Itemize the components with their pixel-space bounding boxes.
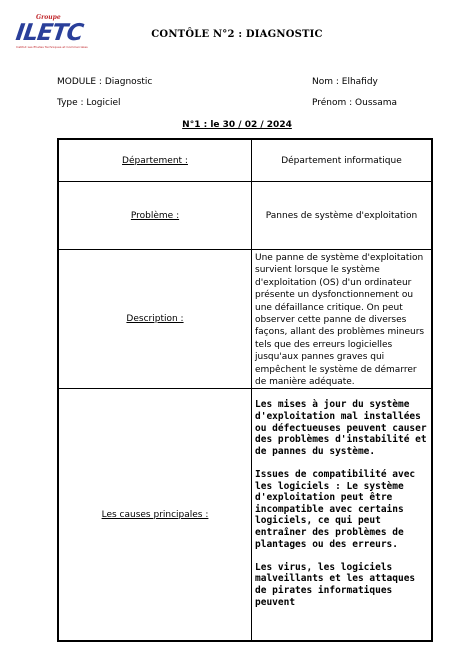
probleme-value-cell (252, 182, 433, 250)
description-value-cell (252, 250, 433, 389)
logo-tagline: Institut Les Etudes Techniques et Commerciales (16, 45, 88, 49)
logo-groupe: Groupe (36, 14, 61, 21)
table-row-causes (58, 389, 432, 642)
logo-brand: ILETC (14, 20, 85, 46)
causes-value-cell (252, 389, 433, 642)
cause-paragraph: Les mises à jour du système d'exploitation mal installées ou défectueuses peuvent causer des problèmes d'instabilité et de pannes du système. (255, 399, 427, 457)
nom-field: Nom : Elhafidy (312, 77, 378, 87)
probleme-label: Problème : (130, 210, 180, 221)
description-text: Une panne de système d'exploitation survient lorsque le système d'exploitation (OS) d'un ordinateur présente un dysfonctionnement ou une défaillance critique. On peut observer cette panne de diverses façons, allant des problèmes mineurs tels que des erreurs logicielles jusqu'aux pannes graves qui empêchent le système de démarrer de manière adéquate. (255, 253, 425, 388)
departement-value: Département informatique (281, 155, 402, 166)
prenom-field: Prénom : Oussama (312, 98, 398, 108)
document-title: CONTÔLE N°2 : DIAGNOSTIC (151, 29, 323, 40)
departement-label: Département : (122, 155, 188, 166)
cause-paragraph: Issues de compatibilité avec les logiciels : Le système d'exploitation peut être incompatible avec certains logiciels, ce qui peut entraîner des problèmes de plantages ou des erreurs. (255, 469, 416, 550)
departement-label-cell (58, 139, 252, 182)
departement-value-cell (252, 139, 433, 182)
cause-paragraph: Les virus, les logiciels malveillants et les attaques de pirates informatiques peuvent (255, 561, 416, 608)
table-row-departement (58, 139, 432, 182)
diagnostic-table (57, 138, 433, 642)
causes-list (252, 389, 431, 608)
table-row-description (58, 250, 432, 389)
date-line (0, 120, 474, 130)
description-label: Description : (126, 314, 184, 325)
date-text: N°1 : le 30 / 02 / 2024 (182, 120, 292, 130)
causes-label-cell (58, 389, 252, 642)
probleme-value: Pannes de système d'exploitation (265, 210, 418, 221)
causes-label: Les causes principales : (101, 509, 209, 520)
table-row-probleme (58, 182, 432, 250)
type-field: Type : Logiciel (57, 98, 121, 108)
description-label-cell (58, 250, 252, 389)
module-field: MODULE : Diagnostic (57, 77, 153, 87)
probleme-label-cell (58, 182, 252, 250)
